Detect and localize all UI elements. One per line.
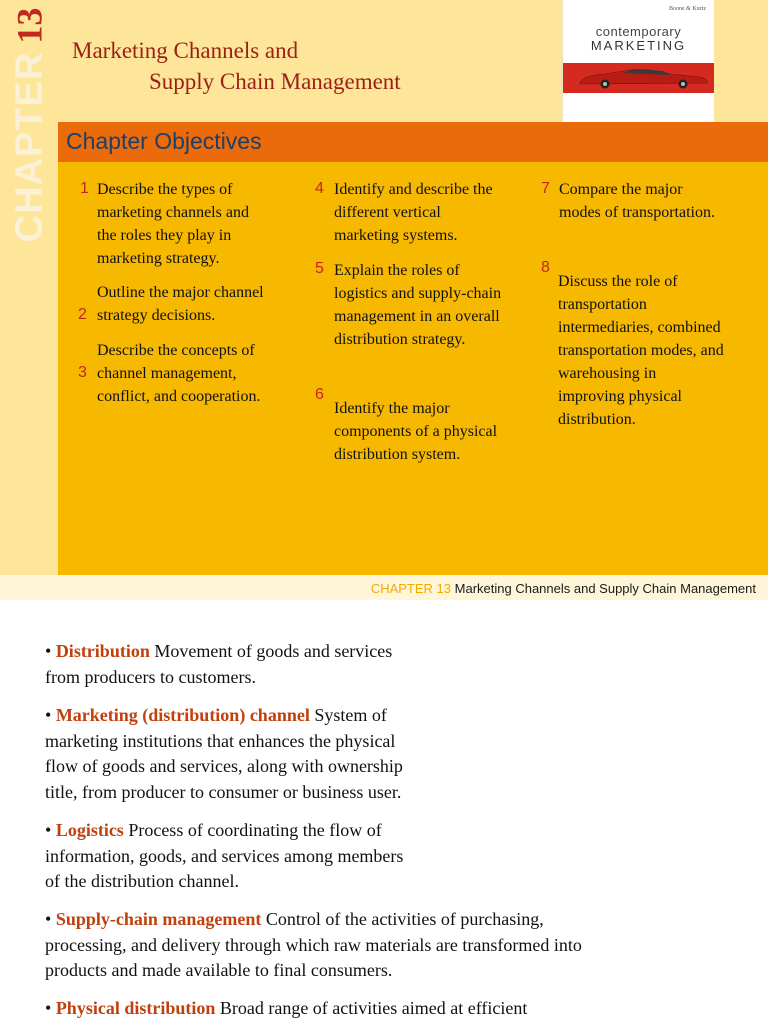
book-title-word1: contemporary [595, 24, 682, 39]
definition-term: Physical distribution [55, 998, 216, 1018]
definition-logistics: • Logistics Process of coordinating the flow of information, goods, and services among members of the distribution channel. [45, 820, 404, 891]
objective-number: 8 [541, 259, 550, 276]
definition-distribution: • Distribution Movement of goods and services from producers to customers. [45, 641, 393, 687]
objective-number: 6 [315, 386, 324, 403]
objective-6: Identify the major components of a physical distribution system. [334, 400, 498, 463]
definition-physical-distribution: • Physical distribution Broad range of activities aimed at efficient [45, 998, 528, 1018]
footer-chapter: CHAPTER 13 [370, 581, 452, 596]
book-title-word2: MARKETING [590, 38, 687, 53]
objective-7: Compare the major modes of transportation. [559, 181, 715, 221]
chapter-label-vertical [2, 5, 58, 245]
objective-number: 2 [78, 306, 87, 323]
car-icon [575, 66, 710, 90]
objective-number: 3 [78, 364, 87, 381]
definition-term: Marketing (distribution) channel [55, 705, 310, 725]
footer-title: Marketing Channels and Supply Chain Management [454, 581, 756, 596]
definition-term: Logistics [55, 820, 124, 840]
objective-1: Describe the types of marketing channels and the roles they play in marketing strategy. [97, 181, 249, 267]
objective-2: Outline the major channel strategy decisions. [97, 284, 264, 324]
objective-number: 5 [315, 260, 324, 277]
objective-4: Identify and describe the different vertical marketing systems. [334, 181, 493, 244]
chapter-number: 13 [9, 7, 50, 44]
objective-3: Describe the concepts of channel management, conflict, and cooperation. [97, 342, 261, 405]
definition-term: Supply-chain management [55, 909, 262, 929]
slide-title-line2: Supply Chain Management [149, 69, 401, 94]
objective-number: 7 [541, 180, 550, 197]
slide-title-line1: Marketing Channels and [72, 38, 299, 63]
definition-supply-chain-management: • Supply-chain management Control of the activities of purchasing, processing, and delivery through which raw materials are transformed into products and made available to final consumers. [45, 909, 582, 980]
objective-number: 1 [80, 180, 89, 197]
objective-number: 4 [315, 180, 324, 197]
objectives-title: Chapter Objectives [66, 128, 262, 154]
page-gap [0, 600, 768, 612]
slide-footer [371, 581, 756, 596]
book-authors: Boone & Kurtz [669, 6, 706, 12]
objective-5: Explain the roles of logistics and supply-chain management in an overall distribution strategy. [334, 262, 502, 348]
chapter-word: CHAPTER [8, 51, 51, 243]
definition-marketing-channel: • Marketing (distribution) channel System of marketing institutions that enhances the physical flow of goods and services, along with ownership title, from producer to consumer or business user. [45, 705, 403, 802]
objective-8: Discuss the role of transportation intermediaries, combined transportation modes, and warehousing in improving physical distribution. [558, 273, 724, 428]
definition-term: Distribution [55, 641, 150, 661]
